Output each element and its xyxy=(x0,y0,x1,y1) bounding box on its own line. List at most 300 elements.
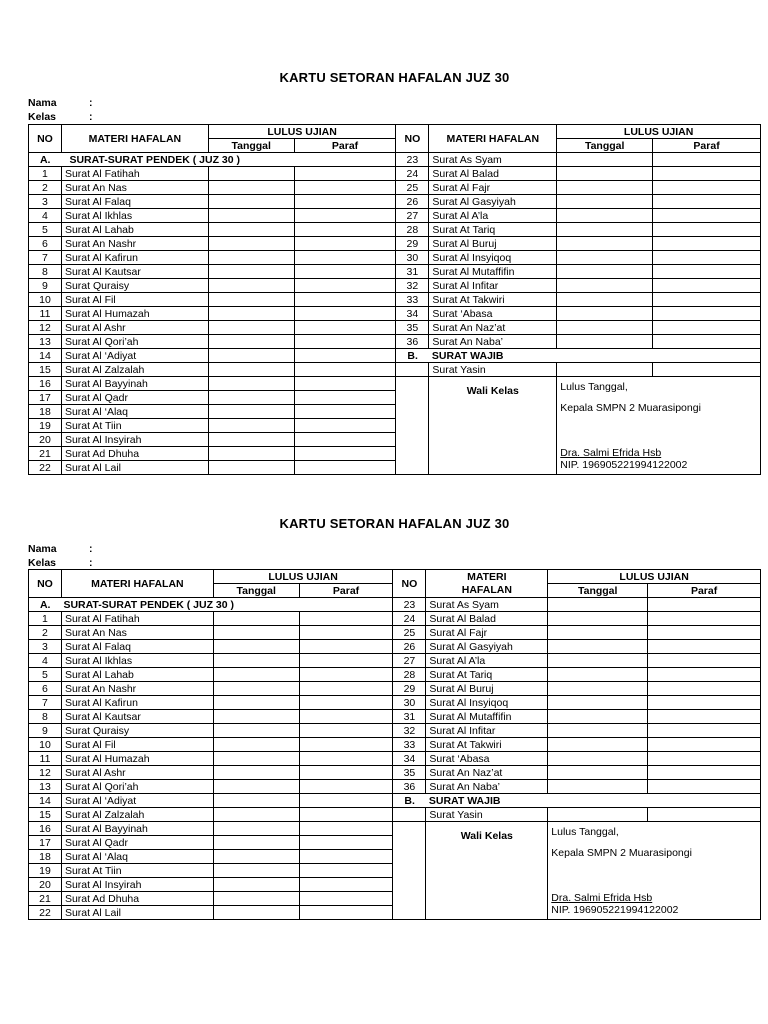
row-no: 36 xyxy=(396,335,429,349)
paraf-cell[interactable] xyxy=(648,738,761,752)
row-no: 28 xyxy=(396,223,429,237)
tanggal-cell[interactable] xyxy=(557,167,653,181)
paraf-cell[interactable] xyxy=(653,293,761,307)
paraf-cell[interactable] xyxy=(648,780,761,794)
row-no: 25 xyxy=(396,181,429,195)
row-surat: Surat Al Gasyiyah xyxy=(429,195,557,209)
tanggal-cell[interactable] xyxy=(208,419,294,433)
paraf-cell[interactable] xyxy=(294,335,396,349)
table-row xyxy=(29,626,761,640)
tanggal-cell[interactable] xyxy=(213,766,299,780)
row-no: 14 xyxy=(29,794,62,808)
table-row xyxy=(29,640,761,654)
table-row xyxy=(29,696,761,710)
paraf-cell[interactable] xyxy=(299,878,393,892)
row-no: 18 xyxy=(29,405,62,419)
row-surat: Surat Al Falaq xyxy=(61,195,208,209)
table-row xyxy=(29,349,761,363)
tanggal-cell[interactable] xyxy=(557,363,653,377)
tanggal-cell[interactable] xyxy=(208,237,294,251)
tanggal-cell[interactable] xyxy=(208,265,294,279)
row-surat: Surat Al Qori’ah xyxy=(61,335,208,349)
tanggal-cell[interactable] xyxy=(213,752,299,766)
tanggal-cell[interactable] xyxy=(213,710,299,724)
tanggal-cell[interactable] xyxy=(213,626,299,640)
row-no: 3 xyxy=(29,640,62,654)
paraf-cell[interactable] xyxy=(648,640,761,654)
paraf-cell[interactable] xyxy=(648,724,761,738)
header-lulus-right: LULUS UJIAN xyxy=(557,125,761,139)
paraf-cell[interactable] xyxy=(653,363,761,377)
tanggal-cell[interactable] xyxy=(548,724,648,738)
tanggal-cell[interactable] xyxy=(208,405,294,419)
paraf-cell[interactable] xyxy=(299,654,393,668)
paraf-cell[interactable] xyxy=(294,167,396,181)
row-no: 5 xyxy=(29,223,62,237)
paraf-cell[interactable] xyxy=(294,349,396,363)
tanggal-cell[interactable] xyxy=(213,822,299,836)
paraf-cell[interactable] xyxy=(648,808,761,822)
table-row xyxy=(29,377,761,391)
tanggal-cell[interactable] xyxy=(213,668,299,682)
table-row xyxy=(29,209,761,223)
tanggal-cell[interactable] xyxy=(557,209,653,223)
row-surat: Surat Al ‘Adiyat xyxy=(61,349,208,363)
paraf-cell[interactable] xyxy=(299,682,393,696)
kepala-sekolah-label: Kepala SMPN 2 Muarasipongi xyxy=(551,846,692,859)
row-no: 20 xyxy=(29,433,62,447)
tanggal-cell[interactable] xyxy=(208,349,294,363)
table-row xyxy=(29,766,761,780)
row-no: 27 xyxy=(393,654,426,668)
header-lulus: LULUS UJIAN xyxy=(213,570,393,584)
paraf-cell[interactable] xyxy=(653,307,761,321)
table-row xyxy=(29,293,761,307)
row-surat: Surat Al Insyiqoq xyxy=(426,696,548,710)
row-no: 14 xyxy=(29,349,62,363)
section-b-title: SURAT WAJIB xyxy=(426,794,761,808)
header-no-right: NO xyxy=(396,125,429,153)
tanggal-cell[interactable] xyxy=(557,293,653,307)
table-body-2 xyxy=(29,570,761,920)
wali-kelas-label: Wali Kelas xyxy=(426,822,548,920)
paraf-cell[interactable] xyxy=(648,766,761,780)
paraf-cell[interactable] xyxy=(294,391,396,405)
row-surat: Surat Al Balad xyxy=(429,167,557,181)
paraf-cell[interactable] xyxy=(294,377,396,391)
row-no: 16 xyxy=(29,377,62,391)
hafalan-table xyxy=(28,124,761,475)
section-b-label: B. xyxy=(396,349,429,363)
row-surat: Surat Al Qadr xyxy=(61,836,213,850)
header-paraf: Paraf xyxy=(294,139,396,153)
row-no: 11 xyxy=(29,752,62,766)
tanggal-cell[interactable] xyxy=(557,153,653,167)
kelas-colon: : xyxy=(89,111,93,123)
row-surat: Surat Al Ikhlas xyxy=(61,209,208,223)
paraf-cell[interactable] xyxy=(294,363,396,377)
paraf-cell[interactable] xyxy=(299,696,393,710)
tanggal-cell[interactable] xyxy=(548,808,648,822)
row-no: 2 xyxy=(29,626,62,640)
tanggal-cell[interactable] xyxy=(213,850,299,864)
surat-wajib-no xyxy=(393,808,426,822)
row-surat: Surat At Takwiri xyxy=(429,293,557,307)
paraf-cell[interactable] xyxy=(648,682,761,696)
paraf-cell[interactable] xyxy=(653,237,761,251)
blank-no-cell xyxy=(396,377,429,475)
row-surat: Surat Ad Dhuha xyxy=(61,892,213,906)
tanggal-cell[interactable] xyxy=(208,307,294,321)
row-no: 36 xyxy=(393,780,426,794)
paraf-cell[interactable] xyxy=(653,335,761,349)
tanggal-cell[interactable] xyxy=(208,195,294,209)
row-no: 26 xyxy=(396,195,429,209)
row-surat: Surat Al Insyiqoq xyxy=(429,251,557,265)
row-surat: Surat Al Kafirun xyxy=(61,251,208,265)
kepala-sekolah-label: Kepala SMPN 2 Muarasipongi xyxy=(560,401,701,414)
row-no: 33 xyxy=(396,293,429,307)
paraf-cell[interactable] xyxy=(299,626,393,640)
tanggal-cell[interactable] xyxy=(208,461,294,475)
row-surat: Surat Al Gasyiyah xyxy=(426,640,548,654)
row-no: 30 xyxy=(393,696,426,710)
paraf-cell[interactable] xyxy=(299,766,393,780)
paraf-cell[interactable] xyxy=(299,710,393,724)
tanggal-cell[interactable] xyxy=(548,654,648,668)
paraf-cell[interactable] xyxy=(294,461,396,475)
row-no: 26 xyxy=(393,640,426,654)
table-row xyxy=(29,738,761,752)
tanggal-cell[interactable] xyxy=(213,682,299,696)
tanggal-cell[interactable] xyxy=(548,780,648,794)
row-surat: Surat An Naz’at xyxy=(426,766,548,780)
tanggal-cell[interactable] xyxy=(548,598,648,612)
paraf-cell[interactable] xyxy=(299,822,393,836)
header-materi: MATERI HAFALAN xyxy=(61,125,208,153)
section-b-title: SURAT WAJIB xyxy=(429,349,761,363)
signatory-nip: NIP. 196905221994122002 xyxy=(551,903,679,916)
tanggal-cell[interactable] xyxy=(213,640,299,654)
paraf-cell[interactable] xyxy=(648,696,761,710)
tanggal-cell[interactable] xyxy=(208,251,294,265)
row-no: 17 xyxy=(29,391,62,405)
nama-colon: : xyxy=(89,543,93,555)
table-row xyxy=(29,794,761,808)
paraf-cell[interactable] xyxy=(299,612,393,626)
header-materi: MATERI HAFALAN xyxy=(61,570,213,598)
paraf-cell[interactable] xyxy=(294,279,396,293)
paraf-cell[interactable] xyxy=(299,640,393,654)
row-surat: Surat Al Buruj xyxy=(429,237,557,251)
table-row xyxy=(29,181,761,195)
row-no: 32 xyxy=(393,724,426,738)
row-no: 21 xyxy=(29,447,62,461)
surat-wajib-no xyxy=(396,363,429,377)
wali-kelas-label: Wali Kelas xyxy=(429,377,557,475)
paraf-cell[interactable] xyxy=(648,654,761,668)
table-row xyxy=(29,668,761,682)
paraf-cell[interactable] xyxy=(294,405,396,419)
row-no: 6 xyxy=(29,682,62,696)
kepala-block xyxy=(548,822,761,920)
tanggal-cell[interactable] xyxy=(213,906,299,920)
nama-label: Nama xyxy=(28,97,57,109)
row-surat: Surat Al Fajr xyxy=(429,181,557,195)
paraf-cell[interactable] xyxy=(299,668,393,682)
paraf-cell[interactable] xyxy=(653,153,761,167)
row-surat: Surat As Syam xyxy=(429,153,557,167)
paraf-cell[interactable] xyxy=(653,181,761,195)
row-surat: Surat Al Ashr xyxy=(61,321,208,335)
row-surat: Surat ‘Abasa xyxy=(429,307,557,321)
row-no: 31 xyxy=(393,710,426,724)
tanggal-cell[interactable] xyxy=(548,766,648,780)
header-row xyxy=(29,570,761,584)
row-no: 34 xyxy=(396,307,429,321)
paraf-cell[interactable] xyxy=(294,209,396,223)
row-surat: Surat Quraisy xyxy=(61,724,213,738)
tanggal-cell[interactable] xyxy=(208,209,294,223)
row-surat: Surat Al Insyirah xyxy=(61,433,208,447)
tanggal-cell[interactable] xyxy=(208,321,294,335)
tanggal-cell[interactable] xyxy=(557,181,653,195)
paraf-cell[interactable] xyxy=(299,752,393,766)
row-no: 20 xyxy=(29,878,62,892)
row-surat: Surat Al A’la xyxy=(426,654,548,668)
paraf-cell[interactable] xyxy=(299,906,393,920)
header-lulus-right: LULUS UJIAN xyxy=(548,570,761,584)
paraf-cell[interactable] xyxy=(299,808,393,822)
tanggal-cell[interactable] xyxy=(557,251,653,265)
tanggal-cell[interactable] xyxy=(208,181,294,195)
paraf-cell[interactable] xyxy=(299,892,393,906)
paraf-cell[interactable] xyxy=(648,626,761,640)
table-row xyxy=(29,307,761,321)
nama-colon: : xyxy=(89,97,93,109)
paraf-cell[interactable] xyxy=(294,447,396,461)
row-no: 6 xyxy=(29,237,62,251)
paraf-cell[interactable] xyxy=(299,780,393,794)
paraf-cell[interactable] xyxy=(294,293,396,307)
row-surat: Surat Al Ashr xyxy=(61,766,213,780)
paraf-cell[interactable] xyxy=(294,195,396,209)
tanggal-cell[interactable] xyxy=(208,377,294,391)
signatory-name: Dra. Salmi Efrida Hsb xyxy=(560,446,662,459)
tanggal-cell[interactable] xyxy=(208,363,294,377)
tanggal-cell[interactable] xyxy=(557,237,653,251)
table-row xyxy=(29,654,761,668)
row-no: 15 xyxy=(29,808,62,822)
table-row xyxy=(29,612,761,626)
tanggal-cell[interactable] xyxy=(557,321,653,335)
row-surat: Surat Al Kautsar xyxy=(61,265,208,279)
paraf-cell[interactable] xyxy=(299,836,393,850)
paraf-cell[interactable] xyxy=(299,738,393,752)
paraf-cell[interactable] xyxy=(299,724,393,738)
row-no: 22 xyxy=(29,461,62,475)
tanggal-cell[interactable] xyxy=(208,279,294,293)
row-no: 16 xyxy=(29,822,62,836)
tanggal-cell[interactable] xyxy=(557,265,653,279)
row-no: 34 xyxy=(393,752,426,766)
paraf-cell[interactable] xyxy=(653,251,761,265)
row-no: 25 xyxy=(393,626,426,640)
header-no: NO xyxy=(29,125,62,153)
paraf-cell[interactable] xyxy=(294,223,396,237)
tanggal-cell[interactable] xyxy=(208,335,294,349)
row-surat: Surat An Naba’ xyxy=(429,335,557,349)
header-tanggal-right: Tanggal xyxy=(548,584,648,598)
tanggal-cell[interactable] xyxy=(208,293,294,307)
section-a-title: SURAT-SURAT PENDEK ( JUZ 30 ) xyxy=(61,153,395,167)
tanggal-cell[interactable] xyxy=(548,710,648,724)
row-no: 8 xyxy=(29,265,62,279)
row-no: 1 xyxy=(29,612,62,626)
tanggal-cell[interactable] xyxy=(213,654,299,668)
paraf-cell[interactable] xyxy=(653,265,761,279)
tanggal-cell[interactable] xyxy=(557,279,653,293)
row-no: 8 xyxy=(29,710,62,724)
paraf-cell[interactable] xyxy=(653,223,761,237)
tanggal-cell[interactable] xyxy=(213,612,299,626)
row-surat: Surat Al Fil xyxy=(61,738,213,752)
card-title: KARTU SETORAN HAFALAN JUZ 30 xyxy=(279,516,510,531)
row-no: 17 xyxy=(29,836,62,850)
paraf-cell[interactable] xyxy=(294,433,396,447)
tanggal-cell[interactable] xyxy=(213,864,299,878)
row-no: 19 xyxy=(29,864,62,878)
tanggal-cell[interactable] xyxy=(213,738,299,752)
tanggal-cell[interactable] xyxy=(208,391,294,405)
header-no-right: NO xyxy=(393,570,426,598)
tanggal-cell[interactable] xyxy=(557,195,653,209)
tanggal-cell[interactable] xyxy=(548,626,648,640)
header-lulus: LULUS UJIAN xyxy=(208,125,396,139)
table-row xyxy=(29,822,761,836)
row-no: 5 xyxy=(29,668,62,682)
tanggal-cell[interactable] xyxy=(548,612,648,626)
header-materi-line1: MATERI xyxy=(467,570,507,583)
paraf-cell[interactable] xyxy=(299,850,393,864)
row-surat: Surat Al Balad xyxy=(426,612,548,626)
row-surat: Surat Al Infitar xyxy=(426,724,548,738)
row-surat: Surat Al Humazah xyxy=(61,752,213,766)
tanggal-cell[interactable] xyxy=(548,696,648,710)
section-a-label: A. xyxy=(29,598,62,612)
paraf-cell[interactable] xyxy=(294,237,396,251)
row-no: 29 xyxy=(396,237,429,251)
signatory-name: Dra. Salmi Efrida Hsb xyxy=(551,891,653,904)
row-no: 29 xyxy=(393,682,426,696)
tanggal-cell[interactable] xyxy=(557,223,653,237)
kelas-label: Kelas xyxy=(28,557,57,569)
tanggal-cell[interactable] xyxy=(208,167,294,181)
row-surat: Surat Ad Dhuha xyxy=(61,447,208,461)
table-row xyxy=(29,808,761,822)
paraf-cell[interactable] xyxy=(648,612,761,626)
row-surat: Surat ‘Abasa xyxy=(426,752,548,766)
row-surat: Surat Al Qadr xyxy=(61,391,208,405)
row-surat: Surat Al Zalzalah xyxy=(61,808,213,822)
tanggal-cell[interactable] xyxy=(208,433,294,447)
row-surat: Surat Al ‘Adiyat xyxy=(61,794,213,808)
paraf-cell[interactable] xyxy=(294,307,396,321)
card-title: KARTU SETORAN HAFALAN JUZ 30 xyxy=(279,70,510,85)
tanggal-cell[interactable] xyxy=(213,724,299,738)
tanggal-cell[interactable] xyxy=(548,738,648,752)
paraf-cell[interactable] xyxy=(653,195,761,209)
table-row xyxy=(29,724,761,738)
row-no: 10 xyxy=(29,293,62,307)
tanggal-cell[interactable] xyxy=(213,878,299,892)
tanggal-cell[interactable] xyxy=(213,696,299,710)
table-body-1 xyxy=(29,125,761,475)
row-surat: Surat Al Humazah xyxy=(61,307,208,321)
paraf-cell[interactable] xyxy=(294,419,396,433)
paraf-cell[interactable] xyxy=(294,181,396,195)
row-surat: Surat Al Kafirun xyxy=(61,696,213,710)
paraf-cell[interactable] xyxy=(294,251,396,265)
paraf-cell[interactable] xyxy=(648,752,761,766)
tanggal-cell[interactable] xyxy=(213,892,299,906)
row-surat: Surat At Takwiri xyxy=(426,738,548,752)
paraf-cell[interactable] xyxy=(653,321,761,335)
row-no: 9 xyxy=(29,279,62,293)
row-surat: Surat Al Lail xyxy=(61,906,213,920)
row-surat: Surat Al Mutaffifin xyxy=(429,265,557,279)
paraf-cell[interactable] xyxy=(299,864,393,878)
paraf-cell[interactable] xyxy=(648,598,761,612)
row-surat: Surat Al Infitar xyxy=(429,279,557,293)
paraf-cell[interactable] xyxy=(648,668,761,682)
paraf-cell[interactable] xyxy=(299,794,393,808)
table-row xyxy=(29,251,761,265)
kelas-colon: : xyxy=(89,557,93,569)
paraf-cell[interactable] xyxy=(653,167,761,181)
row-surat: Surat Al A’la xyxy=(429,209,557,223)
tanggal-cell[interactable] xyxy=(213,780,299,794)
tanggal-cell[interactable] xyxy=(548,668,648,682)
nama-label: Nama xyxy=(28,543,57,555)
tanggal-cell[interactable] xyxy=(548,752,648,766)
paraf-cell[interactable] xyxy=(653,279,761,293)
tanggal-cell[interactable] xyxy=(548,682,648,696)
paraf-cell[interactable] xyxy=(294,265,396,279)
paraf-cell[interactable] xyxy=(294,321,396,335)
header-paraf-right: Paraf xyxy=(648,584,761,598)
paraf-cell[interactable] xyxy=(648,710,761,724)
blank-no-cell xyxy=(393,822,426,920)
tanggal-cell[interactable] xyxy=(557,335,653,349)
tanggal-cell[interactable] xyxy=(213,836,299,850)
tanggal-cell[interactable] xyxy=(557,307,653,321)
row-no: 32 xyxy=(396,279,429,293)
table-row xyxy=(29,710,761,724)
tanggal-cell[interactable] xyxy=(548,640,648,654)
paraf-cell[interactable] xyxy=(653,209,761,223)
row-surat: Surat Al ‘Alaq xyxy=(61,405,208,419)
table-row xyxy=(29,279,761,293)
tanggal-cell[interactable] xyxy=(213,808,299,822)
row-surat: Surat As Syam xyxy=(426,598,548,612)
row-no: 9 xyxy=(29,724,62,738)
header-tanggal: Tanggal xyxy=(208,139,294,153)
tanggal-cell[interactable] xyxy=(208,223,294,237)
tanggal-cell[interactable] xyxy=(208,447,294,461)
row-surat: Surat Al Fatihah xyxy=(61,167,208,181)
tanggal-cell[interactable] xyxy=(213,794,299,808)
